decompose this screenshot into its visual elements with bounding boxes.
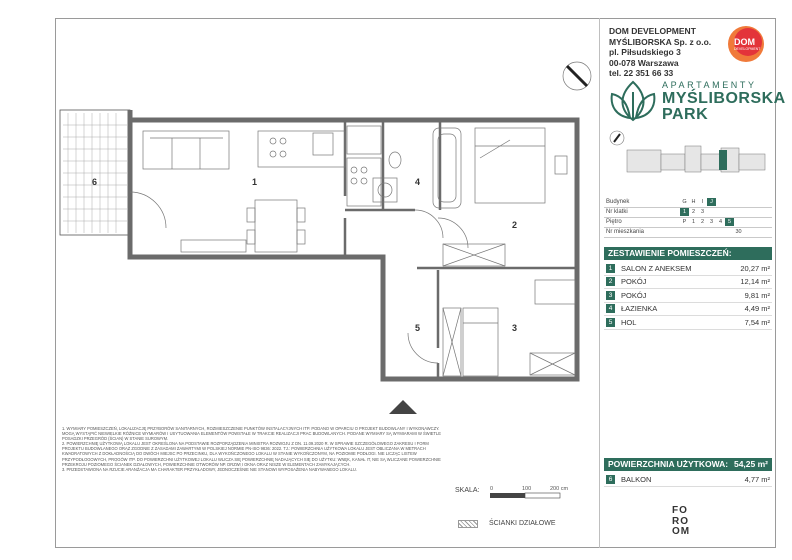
note-3: 3. PRZEDSTAWIONA NA RZUCIE ARANŻACJA MA CHARAKTER PRZYKŁADOWY, JEDNOCZEŚNIE NIE STANOWI WYPOSAŻENIA NABYWANEGO LOKALU. [62, 466, 357, 472]
room-area: 4,49 m² [744, 304, 770, 313]
room-name: HOL [621, 317, 637, 327]
room-label-6: 6 [92, 177, 98, 187]
klatka-row [604, 208, 772, 218]
foro-line-3: OM [672, 526, 691, 537]
mieszkanie-value: 30 [735, 229, 742, 235]
brand-line-2: MYŚLIBORSKA [662, 90, 786, 107]
room-name: SALON Z ANEKSEM [621, 263, 692, 273]
company-street: pl. Piłsudskiego 3 [609, 47, 681, 57]
usable-area-label: POWIERZCHNIA UŻYTKOWA: [608, 459, 729, 469]
room-name: BALKON [621, 474, 652, 484]
mieszkanie-cells [734, 228, 743, 236]
room-label-3: 3 [512, 323, 518, 333]
room-area: 20,27 m² [740, 263, 770, 273]
compass-icon [563, 62, 591, 90]
foro-logo [672, 506, 690, 538]
outer-walls [130, 110, 577, 379]
room-label-2: 2 [512, 220, 518, 230]
room-row [604, 262, 772, 276]
balcony-row [604, 473, 772, 487]
room-area: 12,14 m² [740, 277, 770, 286]
bathroom-fixtures [347, 126, 461, 238]
room-area: 9,81 m² [744, 290, 770, 300]
room-number-badge: 6 [606, 475, 615, 484]
logo-text: DOM [734, 37, 755, 47]
brand-line-3: PARK [662, 106, 709, 123]
room-name: POKÓJ [621, 277, 647, 286]
room-area: 7,54 m² [744, 317, 770, 327]
usable-area-bar [604, 458, 772, 471]
partition-wall-swatch [458, 520, 478, 528]
room-label-4: 4 [415, 177, 421, 187]
key-plan-compass-icon [610, 131, 624, 145]
pietro-option: 2 [700, 219, 705, 225]
pietro-label: Piętro [606, 219, 622, 225]
room-row [604, 316, 772, 330]
budynek-cells [680, 198, 716, 206]
budynek-label: Budynek [606, 199, 630, 205]
entry-arrow [389, 400, 417, 414]
scale-tick-100: 100 [522, 486, 532, 492]
pietro-option: P [682, 219, 687, 225]
room-number-badge: 3 [606, 291, 615, 300]
pietro-row [604, 218, 772, 228]
room-label-1: 1 [252, 177, 258, 187]
balcony-outline [60, 110, 130, 235]
pietro-option: 1 [691, 219, 696, 225]
living-furniture [130, 131, 345, 252]
note-2: 2. POWIERZCHNIĘ UŻYTKOWĄ LOKALU JEST OKREŚLONA NA PODSTAWIE ROZPORZĄDZENIA MINISTRA ROZWOJU Z DN. 11.09.2020 R. W SPRAWIE SZCZEGÓŁOWEGO ZAKRESU I FORM PROJEKTU BUDOWLANEGO ORAZ ZGODNIE Z ZASADAMI ZAWARTYMI W POLSKIEJ NORMIE PN-ISO 9836: 2022. TJ.: POWIERZCHNIA UŻYTKOWA LOKALU JEST OBLICZANA W METRACH KWADRATOWYCH Z DOKŁADNOŚCIĄ DO DWÓCH MIEJSC PO PRZECINKU, DLA WYKOŃCZONEGO LOKALU W STANIE WYKOŃCZONYM, NA POZIOMIE PODŁOGI. NIE LICZĄC LISTEW PRZYPODŁOGOWYCH, PROGÓW ITP. DO POWIERZCHNI UŻYTKOWEJ LOKALU WLICZA SIĘ POWIERZCHNIĘ NADAJĄCYCH SIĘ DO UŻYTKU: WNĘK, KANAŁ IT, NIE SĄ WLICZANE POWIERZCHNIE PRZEKROJU POZIOMEGO ŚCIANEK DZIAŁOWYCH, POWIERZCHNIE OTWORÓW NP. DRZWI I OKNA ORAZ NISZE W ELEMENTACH ZAMYKAJĄCYCH. [62, 441, 441, 467]
room2-furniture [438, 128, 567, 266]
company-city: 00-078 Warszawa [609, 57, 679, 68]
room-number-badge: 4 [606, 304, 615, 313]
budynek-option: H [691, 199, 696, 205]
budynek-option-selected: J [707, 198, 716, 206]
leaf-logo-icon [610, 78, 656, 122]
mieszkanie-label: Nr mieszkania [606, 229, 645, 235]
notes [62, 426, 445, 472]
logo-subtext: DEVELOPMENT [734, 47, 761, 51]
room-name: ŁAZIENKA [621, 304, 658, 313]
scale-label: SKALA: [455, 487, 480, 494]
company-address [609, 26, 711, 79]
pietro-option: 4 [718, 219, 723, 225]
room-name: POKÓJ [621, 290, 647, 300]
rooms-list [604, 262, 772, 330]
balcony-grid [63, 113, 127, 233]
note-1: 1. WYMIARY POMIESZCZEŃ, LOKALIZACJĘ PRZYBORÓW SANITARNYCH, ROZMIESZCZENIE PUNKTÓW INSTALACYJNYCH ITP. PODANO W OPARCIU O PROJEKT BUDOWLANY I WYKONAWCZY. MOGĄ WYSTĄPIĆ NIEWIELKIE RÓŻNICE WYMIARÓW I USYTUOWANIA ELEMENTÓW POWSTAŁE W TRAKCIE REALIZACJI PRAC BUDOWLANYCH. PODANE WYMIARY SĄ WYMIARAMI W ŚWIETLE POSADZKI PRZEGRÓD (ŚCIAN) W STANIE SUROWYM. [62, 426, 441, 442]
room-number-badge: 2 [606, 277, 615, 286]
scale-graphic [490, 484, 580, 506]
company-subname: MYŚLIBORSKA Sp. z o.o. [609, 36, 712, 47]
pietro-option-selected: 5 [725, 218, 734, 226]
mieszkanie-row [604, 228, 772, 238]
partition-wall-label: ŚCIANKI DZIAŁOWE [489, 520, 556, 527]
room3-furniture [408, 280, 575, 376]
rooms-header: ZESTAWIENIE POMIESZCZEŃ: [604, 247, 772, 260]
brand-line-1: APARTAMENTY [662, 80, 757, 90]
room-number-badge: 5 [606, 318, 615, 327]
klatka-option: 3 [700, 209, 705, 215]
usable-area-value: 54,25 m² [733, 459, 768, 469]
scale-bar [455, 480, 595, 510]
foro-line-2: RO [672, 515, 689, 527]
building-info-table [604, 198, 772, 238]
pietro-cells [680, 218, 734, 226]
key-plan-highlight [719, 150, 727, 170]
room-area: 4,77 m² [744, 474, 770, 484]
klatka-cells [680, 208, 707, 216]
project-brand [608, 78, 786, 123]
budynek-option: I [701, 199, 704, 205]
scale-tick-200: 200 cm [550, 486, 569, 492]
key-plan-buildings [627, 146, 765, 172]
company-name: DOM DEVELOPMENT [609, 26, 696, 36]
budynek-option: G [682, 199, 687, 205]
room-row [604, 303, 772, 317]
dom-development-logo [726, 24, 766, 64]
foro-line-1: FO [672, 505, 688, 516]
room-label-5: 5 [415, 323, 421, 333]
room-number-badge: 1 [606, 264, 615, 273]
klatka-label: Nr klatki [606, 209, 628, 215]
building-key-plan [607, 128, 772, 194]
pietro-option: 3 [709, 219, 714, 225]
room-row [604, 289, 772, 303]
klatka-option-selected: 1 [680, 208, 689, 216]
scale-tick-0: 0 [490, 486, 494, 492]
room-row [604, 276, 772, 290]
budynek-row [604, 198, 772, 208]
company-phone: tel. 22 351 66 33 [609, 68, 674, 78]
klatka-option: 2 [691, 209, 696, 215]
